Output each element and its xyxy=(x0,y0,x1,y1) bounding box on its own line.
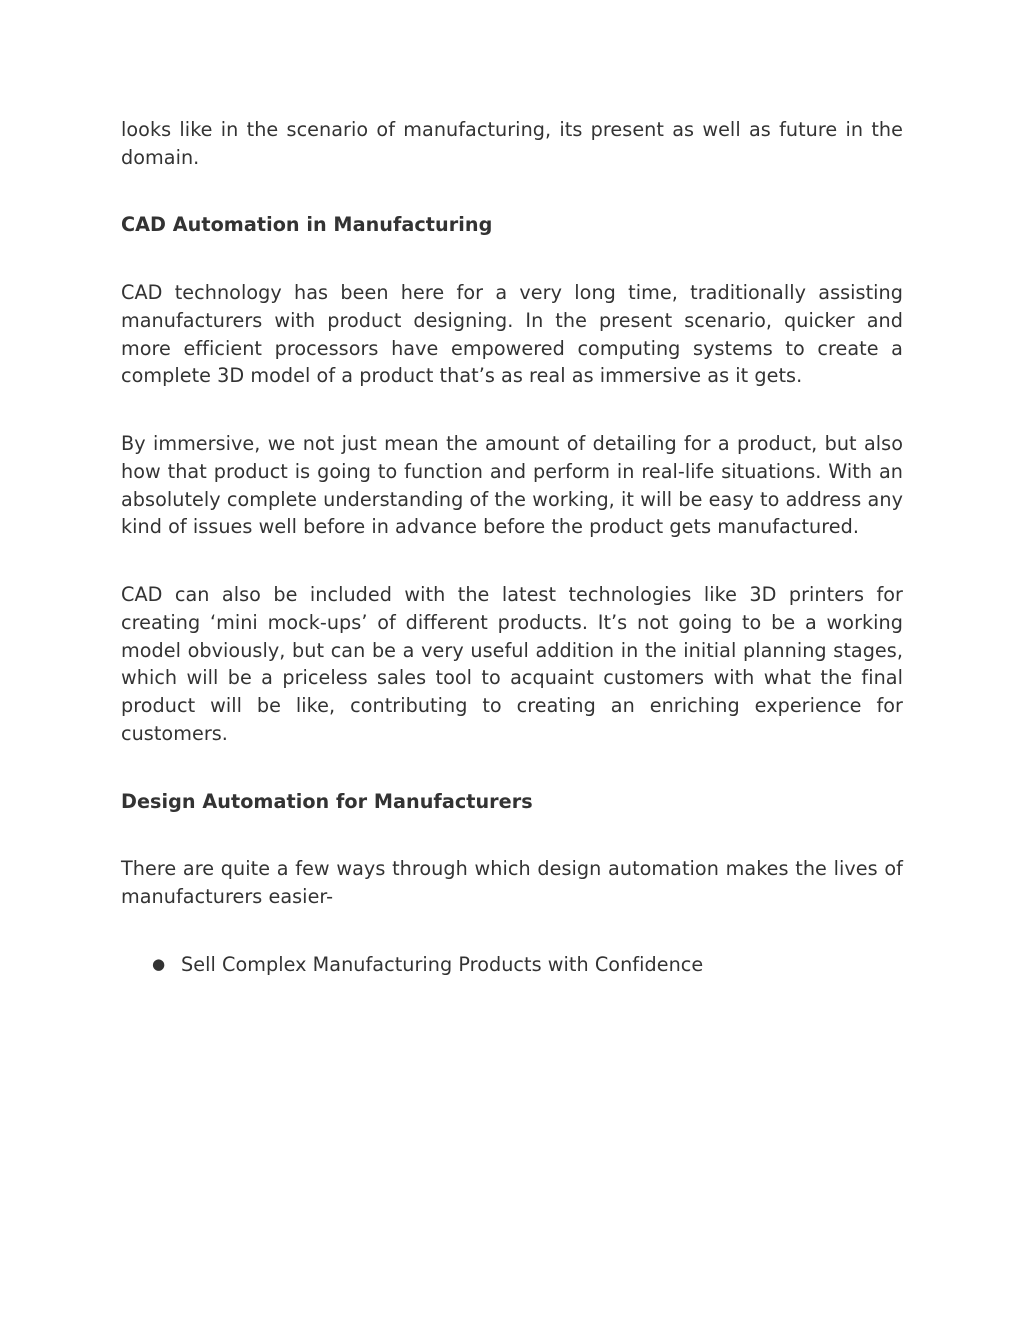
benefits-list xyxy=(121,951,903,979)
heading-design-automation: Design Automation for Manufacturers xyxy=(121,789,533,813)
bullet-icon: ● xyxy=(152,954,166,973)
document-body xyxy=(121,116,903,978)
paragraph-intro-tail: looks like in the scenario of manufacturing, its present as well as future in the domain. xyxy=(121,118,903,169)
list-item-text: Sell Complex Manufacturing Products with Confidence xyxy=(181,952,704,976)
list-item xyxy=(121,951,903,979)
heading-cad-automation: CAD Automation in Manufacturing xyxy=(121,213,493,237)
paragraph-design-ways: There are quite a few ways through which design automation makes the lives of manufacturers easier- xyxy=(121,857,903,908)
paragraph-3d-printers: CAD can also be included with the latest technologies like 3D printers for creating ‘mini mock-ups’ of different products. It’s not going to be a working model obviously, but can be a very useful addition in the initial planning stages, which will be a priceless sales tool to acquaint customers with what the final product will be like, contributing to creating an enriching experience for customers. xyxy=(121,582,903,745)
paragraph-cad-technology: CAD technology has been here for a very long time, traditionally assisting manufacturers with product designing. In the present scenario, quicker and more efficient processors have empowered computing systems to create a complete 3D model of a product that’s as real as immersive as it gets. xyxy=(121,280,903,388)
paragraph-immersive: By immersive, we not just mean the amount of detailing for a product, but also how that product is going to function and perform in real-life situations. With an absolutely complete understanding of the working, it will be easy to address any kind of issues well before in advance before the product gets manufactured. xyxy=(121,431,903,539)
